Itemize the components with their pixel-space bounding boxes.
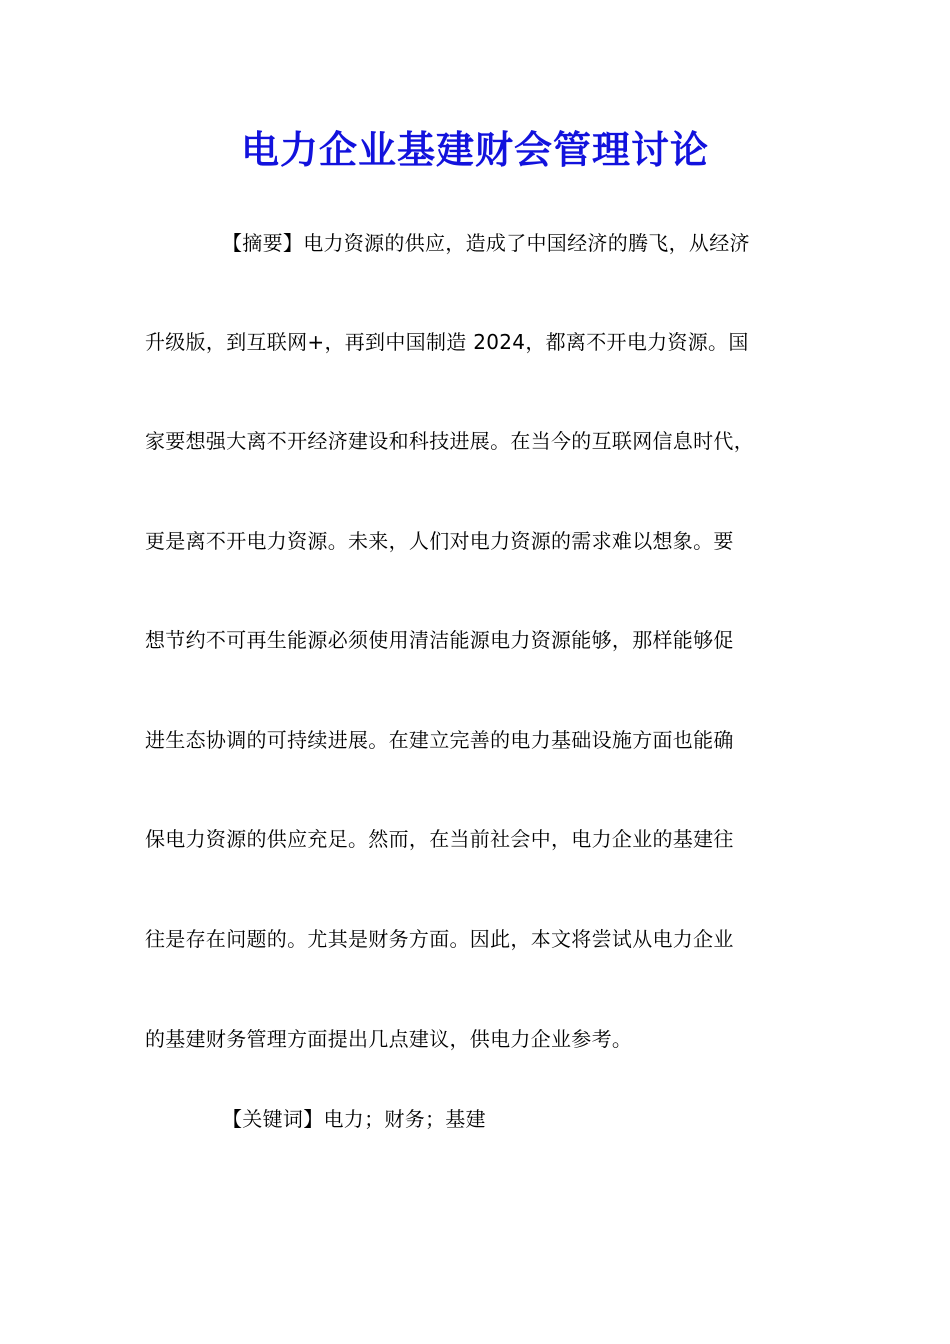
abstract-line-6: 进生态协调的可持续进展。在建立完善的电力基础设施方面也能确 xyxy=(145,728,734,752)
abstract-line-4: 更是离不开电力资源。未来，人们对电力资源的需求难以想象。要 xyxy=(145,529,734,553)
abstract-line-3: 家要想强大离不开经济建设和科技进展。在当今的互联网信息时代， xyxy=(145,429,754,453)
abstract-line-2: 升级版，到互联网+，再到中国制造 2024，都离不开电力资源。国 xyxy=(145,330,749,354)
abstract-line-1: 【摘要】电力资源的供应，造成了中国经济的腾飞，从经济 xyxy=(222,231,750,255)
keywords-line: 【关键词】电力；财务；基建 xyxy=(222,1107,486,1131)
document-title: 电力企业基建财会管理讨论 xyxy=(240,127,709,172)
abstract-line-8: 往是存在问题的。尤其是财务方面。因此，本文将尝试从电力企业 xyxy=(145,927,734,951)
abstract-line-5: 想节约不可再生能源必须使用清洁能源电力资源能够，那样能够促 xyxy=(145,628,734,652)
abstract-line-9: 的基建财务管理方面提出几点建议，供电力企业参考。 xyxy=(145,1027,633,1051)
abstract-line-7: 保电力资源的供应充足。然而，在当前社会中，电力企业的基建往 xyxy=(145,827,734,851)
